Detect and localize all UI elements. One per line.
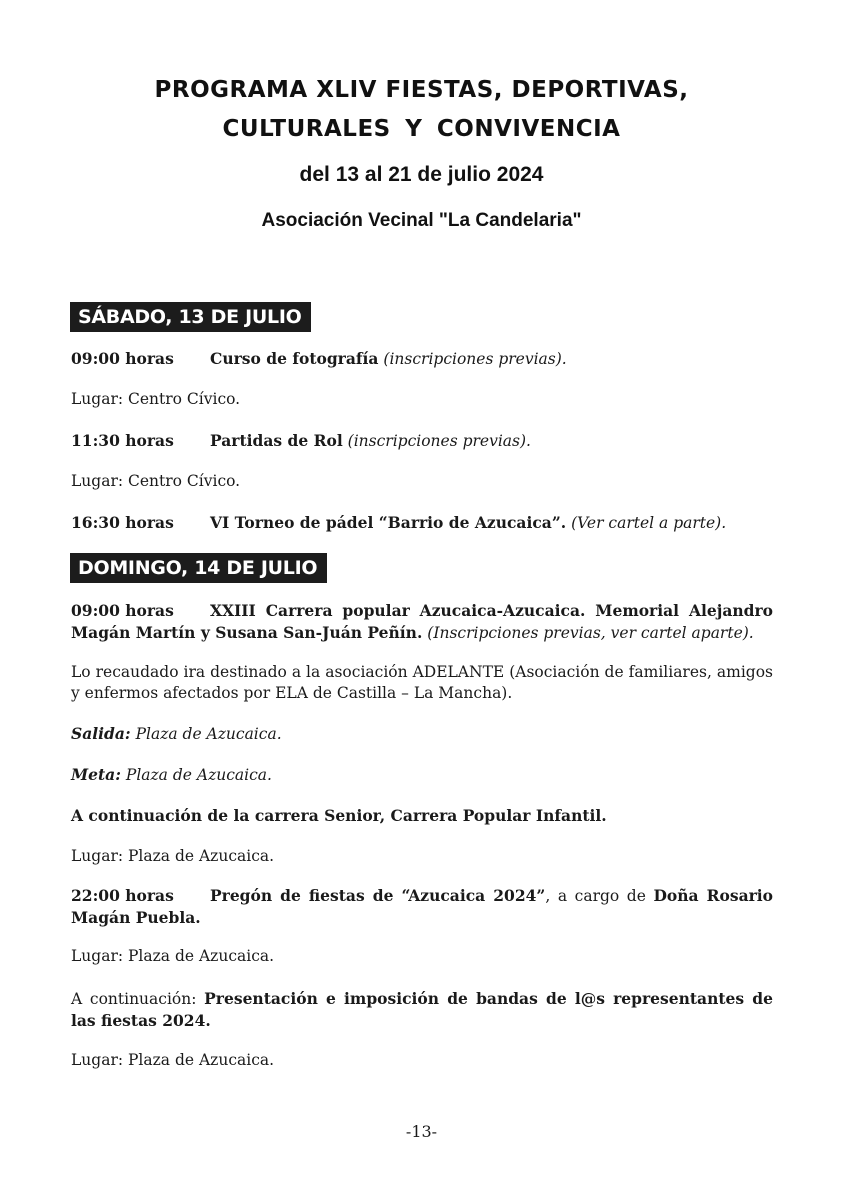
event-place: Lugar: Centro Cívico. <box>71 472 241 490</box>
event-photography <box>71 348 773 370</box>
finish-value: Plaza de Azucaica. <box>125 766 272 784</box>
event-note: (Ver cartel a parte). <box>571 514 727 532</box>
event-connector: , a cargo de <box>545 887 654 905</box>
finish-label: Meta: <box>71 765 121 784</box>
title-line-1: PROGRAMA XLIV FIESTAS, DEPORTIVAS, <box>154 77 689 103</box>
event-place: Lugar: Plaza de Azucaica. <box>71 947 275 965</box>
event-proclamation <box>71 885 773 929</box>
event-place: Lugar: Plaza de Azucaica. <box>71 1051 275 1069</box>
event-person: Doña Rosario Magán Puebla. <box>71 886 774 927</box>
page-number: -13- <box>405 1122 438 1141</box>
day-heading-saturday: SÁBADO, 13 DE JULIO <box>70 302 311 332</box>
event-title: Curso de fotografía <box>210 349 379 368</box>
continuation-text: Presentación e imposición de bandas de l@s representantes de las fiestas 2024. <box>71 989 773 1030</box>
start-label: Salida: <box>71 724 131 743</box>
title-line-2: CULTURALES Y CONVIVENCIA <box>222 116 621 142</box>
continuation-prefix: A continuación: <box>71 990 205 1008</box>
date-range: del 13 al 21 de julio 2024 <box>299 163 544 186</box>
event-race <box>71 600 773 644</box>
event-place: Lugar: Centro Cívico. <box>71 390 241 408</box>
event-time: 16:30 horas <box>71 513 174 532</box>
event-padel <box>71 512 773 534</box>
race-description: Lo recaudado ira destinado a la asociación ADELANTE (Asociación de familiares, amigos y enfermos afectados por ELA de Castilla – La Mancha). <box>71 663 773 702</box>
event-title: Partidas de Rol <box>210 431 343 450</box>
event-note: (inscripciones previas). <box>347 432 531 450</box>
event-note: (Inscripciones previas, ver cartel aparte). <box>427 624 754 642</box>
event-time: 22:00 horas <box>71 886 174 905</box>
event-time: 09:00 horas <box>71 349 174 368</box>
event-title: XXIII Carrera popular Azucaica-Azucaica. Memorial Alejandro Magán Martín y Susana San-Juán Peñín. <box>71 601 773 642</box>
event-place: Lugar: Plaza de Azucaica. <box>71 847 275 865</box>
day-heading-sunday: DOMINGO, 14 DE JULIO <box>70 553 327 583</box>
race-finish <box>71 764 773 786</box>
event-time: 09:00 horas <box>71 601 174 620</box>
event-sashes <box>71 988 773 1032</box>
event-title: VI Torneo de pádel “Barrio de Azucaica”. <box>210 513 567 532</box>
event-note: (inscripciones previas). <box>383 350 567 368</box>
event-time: 11:30 horas <box>71 431 174 450</box>
start-value: Plaza de Azucaica. <box>135 725 282 743</box>
children-race: A continuación de la carrera Senior, Carrera Popular Infantil. <box>71 806 607 825</box>
event-role-games <box>71 430 773 452</box>
race-start <box>71 723 773 745</box>
event-title: Pregón de fiestas de “Azucaica 2024” <box>210 886 546 905</box>
organizer: Asociación Vecinal "La Candelaria" <box>261 210 582 231</box>
